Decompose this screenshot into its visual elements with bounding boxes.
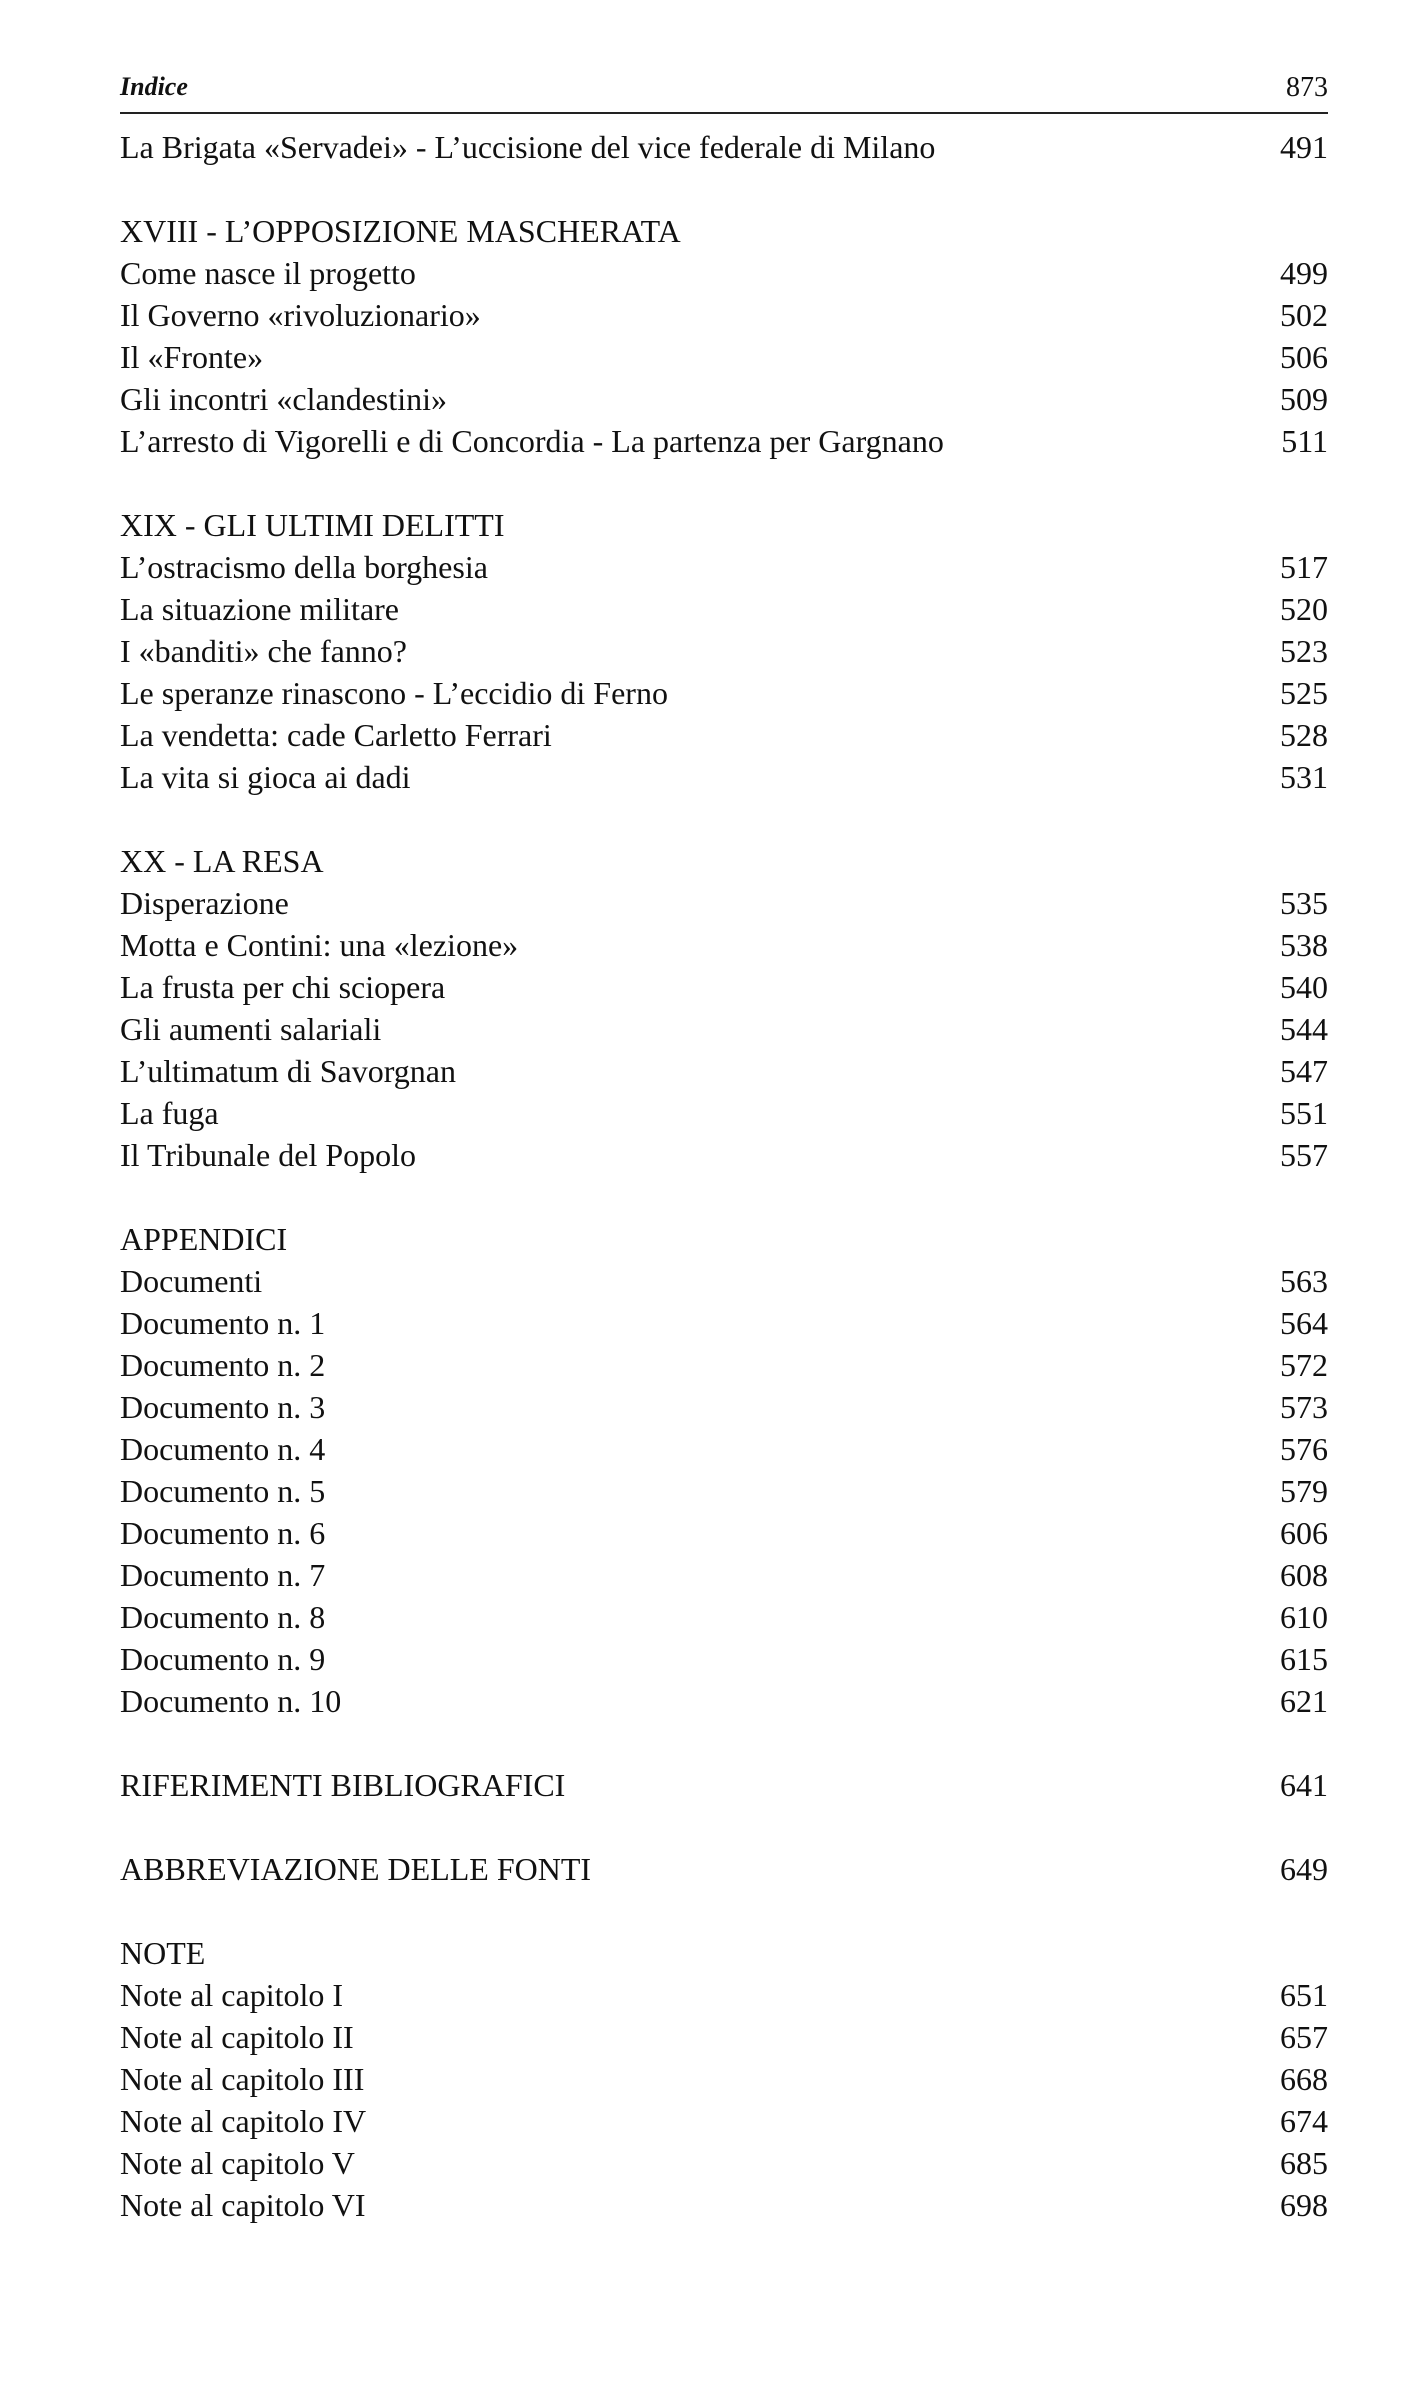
toc-entry bbox=[120, 1428, 1328, 1470]
toc-entry-page: 520 bbox=[1280, 591, 1328, 627]
toc-entry-page: 523 bbox=[1280, 633, 1328, 669]
toc-entry-title: Il «Fronte» bbox=[120, 339, 264, 375]
toc-entry-title: Gli aumenti salariali bbox=[120, 1011, 382, 1047]
toc-entry bbox=[120, 714, 1328, 756]
toc-entry bbox=[120, 1260, 1328, 1302]
toc-entry bbox=[120, 420, 1328, 462]
toc-entry bbox=[120, 588, 1328, 630]
toc-entry-title: Documenti bbox=[120, 1263, 263, 1299]
toc-entry bbox=[120, 336, 1328, 378]
toc-entry-title: L’ostracismo della borghesia bbox=[120, 549, 488, 585]
toc-entry-page: 621 bbox=[1280, 1683, 1328, 1719]
toc-entry bbox=[120, 1134, 1328, 1176]
toc-entry-page: 499 bbox=[1280, 255, 1328, 291]
toc-entry-page: 615 bbox=[1280, 1641, 1328, 1677]
toc-entry-title: Note al capitolo IV bbox=[120, 2103, 367, 2139]
toc-entry-title: Note al capitolo I bbox=[120, 1977, 344, 2013]
toc-entry-title: Il Governo «rivoluzionario» bbox=[120, 297, 481, 333]
toc-entry bbox=[120, 756, 1328, 798]
toc-entry-title: Note al capitolo V bbox=[120, 2145, 355, 2181]
toc-entry-title: Il Tribunale del Popolo bbox=[120, 1137, 417, 1173]
toc-entry-title: Documento n. 2 bbox=[120, 1347, 326, 1383]
toc-entry-page: 573 bbox=[1280, 1389, 1328, 1425]
toc-entry-page: 557 bbox=[1280, 1137, 1328, 1173]
toc-entry-page: 649 bbox=[1280, 1851, 1328, 1887]
section-heading: XX - LA RESA bbox=[120, 843, 324, 879]
toc-entry bbox=[120, 2142, 1328, 2184]
toc-entry-title: L’ultimatum di Savorgnan bbox=[120, 1053, 456, 1089]
toc-entry-page: 610 bbox=[1280, 1599, 1328, 1635]
toc-entry-title: Documento n. 6 bbox=[120, 1515, 326, 1551]
toc-entry-page: 576 bbox=[1280, 1431, 1328, 1467]
toc-entry-page: 563 bbox=[1280, 1263, 1328, 1299]
toc-entry-page: 572 bbox=[1280, 1347, 1328, 1383]
page-number: 873 bbox=[1286, 72, 1328, 103]
toc-entry-page: 551 bbox=[1280, 1095, 1328, 1131]
toc-entry-title: La fuga bbox=[120, 1095, 219, 1131]
toc-entry-page: 491 bbox=[1280, 129, 1328, 165]
toc-entry-title: Documento n. 4 bbox=[120, 1431, 326, 1467]
toc-entry-page: 540 bbox=[1280, 969, 1328, 1005]
toc-entry bbox=[120, 378, 1328, 420]
toc-entry-title: La vita si gioca ai dadi bbox=[120, 759, 411, 795]
toc-entry-page: 668 bbox=[1280, 2061, 1328, 2097]
section-heading: XIX - GLI ULTIMI DELITTI bbox=[120, 507, 505, 543]
toc-entry-title: Note al capitolo III bbox=[120, 2061, 365, 2097]
toc-entry bbox=[120, 1680, 1328, 1722]
table-of-contents bbox=[120, 126, 1328, 2226]
toc-entry-title: La vendetta: cade Carletto Ferrari bbox=[120, 717, 552, 753]
toc-entry bbox=[120, 2100, 1328, 2142]
toc-entry-page: 698 bbox=[1280, 2187, 1328, 2223]
toc-entry bbox=[120, 672, 1328, 714]
toc-entry-page: 657 bbox=[1280, 2019, 1328, 2055]
toc-entry-title: Note al capitolo II bbox=[120, 2019, 354, 2055]
toc-entry-page: 608 bbox=[1280, 1557, 1328, 1593]
toc-entry-title: Note al capitolo VI bbox=[120, 2187, 366, 2223]
toc-entry-page: 511 bbox=[1281, 423, 1328, 459]
toc-entry-page: 525 bbox=[1280, 675, 1328, 711]
toc-entry bbox=[120, 252, 1328, 294]
toc-entry-title: RIFERIMENTI BIBLIOGRAFICI bbox=[120, 1767, 566, 1803]
toc-section-entry bbox=[120, 1848, 1328, 1890]
toc-entry-title: La situazione militare bbox=[120, 591, 399, 627]
toc-entry-page: 651 bbox=[1280, 1977, 1328, 2013]
toc-entry-title: Documento n. 5 bbox=[120, 1473, 326, 1509]
running-header-title: Indice bbox=[120, 72, 188, 101]
section-heading: APPENDICI bbox=[120, 1221, 288, 1257]
toc-entry bbox=[120, 1050, 1328, 1092]
toc-entry-page: 579 bbox=[1280, 1473, 1328, 1509]
toc-entry-title: Documento n. 7 bbox=[120, 1557, 326, 1593]
toc-entry-page: 528 bbox=[1280, 717, 1328, 753]
toc-entry-page: 506 bbox=[1280, 339, 1328, 375]
toc-entry bbox=[120, 1470, 1328, 1512]
toc-entry-page: 685 bbox=[1280, 2145, 1328, 2181]
toc-entry-title: Documento n. 9 bbox=[120, 1641, 326, 1677]
toc-entry-page: 538 bbox=[1280, 927, 1328, 963]
toc-entry-title: Documento n. 8 bbox=[120, 1599, 326, 1635]
toc-entry bbox=[120, 1092, 1328, 1134]
toc-entry bbox=[120, 1512, 1328, 1554]
toc-entry bbox=[120, 630, 1328, 672]
toc-entry bbox=[120, 1638, 1328, 1680]
toc-entry-page: 531 bbox=[1280, 759, 1328, 795]
toc-entry-title: Gli incontri «clandestini» bbox=[120, 381, 448, 417]
toc-entry-title: Documento n. 1 bbox=[120, 1305, 326, 1341]
toc-entry bbox=[120, 1596, 1328, 1638]
toc-entry-page: 564 bbox=[1280, 1305, 1328, 1341]
toc-entry-title: La frusta per chi sciopera bbox=[120, 969, 446, 1005]
toc-entry-title: L’arresto di Vigorelli e di Concordia - La partenza per Gargnano bbox=[120, 423, 944, 459]
toc-entry bbox=[120, 966, 1328, 1008]
toc-entry-page: 509 bbox=[1280, 381, 1328, 417]
toc-entry-title: ABBREVIAZIONE DELLE FONTI bbox=[120, 1851, 592, 1887]
toc-entry-title: Documento n. 10 bbox=[120, 1683, 342, 1719]
toc-entry bbox=[120, 882, 1328, 924]
toc-entry-title: Motta e Contini: una «lezione» bbox=[120, 927, 519, 963]
toc-entry bbox=[120, 1386, 1328, 1428]
running-header bbox=[120, 70, 1328, 114]
toc-entry bbox=[120, 1974, 1328, 2016]
toc-entry bbox=[120, 2058, 1328, 2100]
toc-entry bbox=[120, 126, 1328, 168]
toc-entry bbox=[120, 2184, 1328, 2226]
toc-entry-title: I «banditi» che fanno? bbox=[120, 633, 407, 669]
toc-entry-page: 517 bbox=[1280, 549, 1328, 585]
toc-entry-title: Disperazione bbox=[120, 885, 289, 921]
section-heading: XVIII - L’OPPOSIZIONE MASCHERATA bbox=[120, 213, 681, 249]
toc-entry bbox=[120, 924, 1328, 966]
toc-entry-page: 547 bbox=[1280, 1053, 1328, 1089]
toc-entry bbox=[120, 1008, 1328, 1050]
toc-entry bbox=[120, 294, 1328, 336]
toc-entry-page: 544 bbox=[1280, 1011, 1328, 1047]
toc-entry-page: 674 bbox=[1280, 2103, 1328, 2139]
toc-entry bbox=[120, 1554, 1328, 1596]
toc-entry-title: Le speranze rinascono - L’eccidio di Ferno bbox=[120, 675, 668, 711]
toc-entry-title: La Brigata «Servadei» - L’uccisione del vice federale di Milano bbox=[120, 129, 936, 165]
toc-entry bbox=[120, 546, 1328, 588]
toc-entry-title: Documento n. 3 bbox=[120, 1389, 326, 1425]
toc-section-entry bbox=[120, 1764, 1328, 1806]
toc-entry-page: 535 bbox=[1280, 885, 1328, 921]
toc-entry-title: Come nasce il progetto bbox=[120, 255, 416, 291]
toc-entry-page: 502 bbox=[1280, 297, 1328, 333]
toc-entry bbox=[120, 1344, 1328, 1386]
toc-entry bbox=[120, 1302, 1328, 1344]
section-heading: NOTE bbox=[120, 1935, 206, 1971]
toc-entry-page: 641 bbox=[1280, 1767, 1328, 1803]
toc-entry-page: 606 bbox=[1280, 1515, 1328, 1551]
toc-entry bbox=[120, 2016, 1328, 2058]
